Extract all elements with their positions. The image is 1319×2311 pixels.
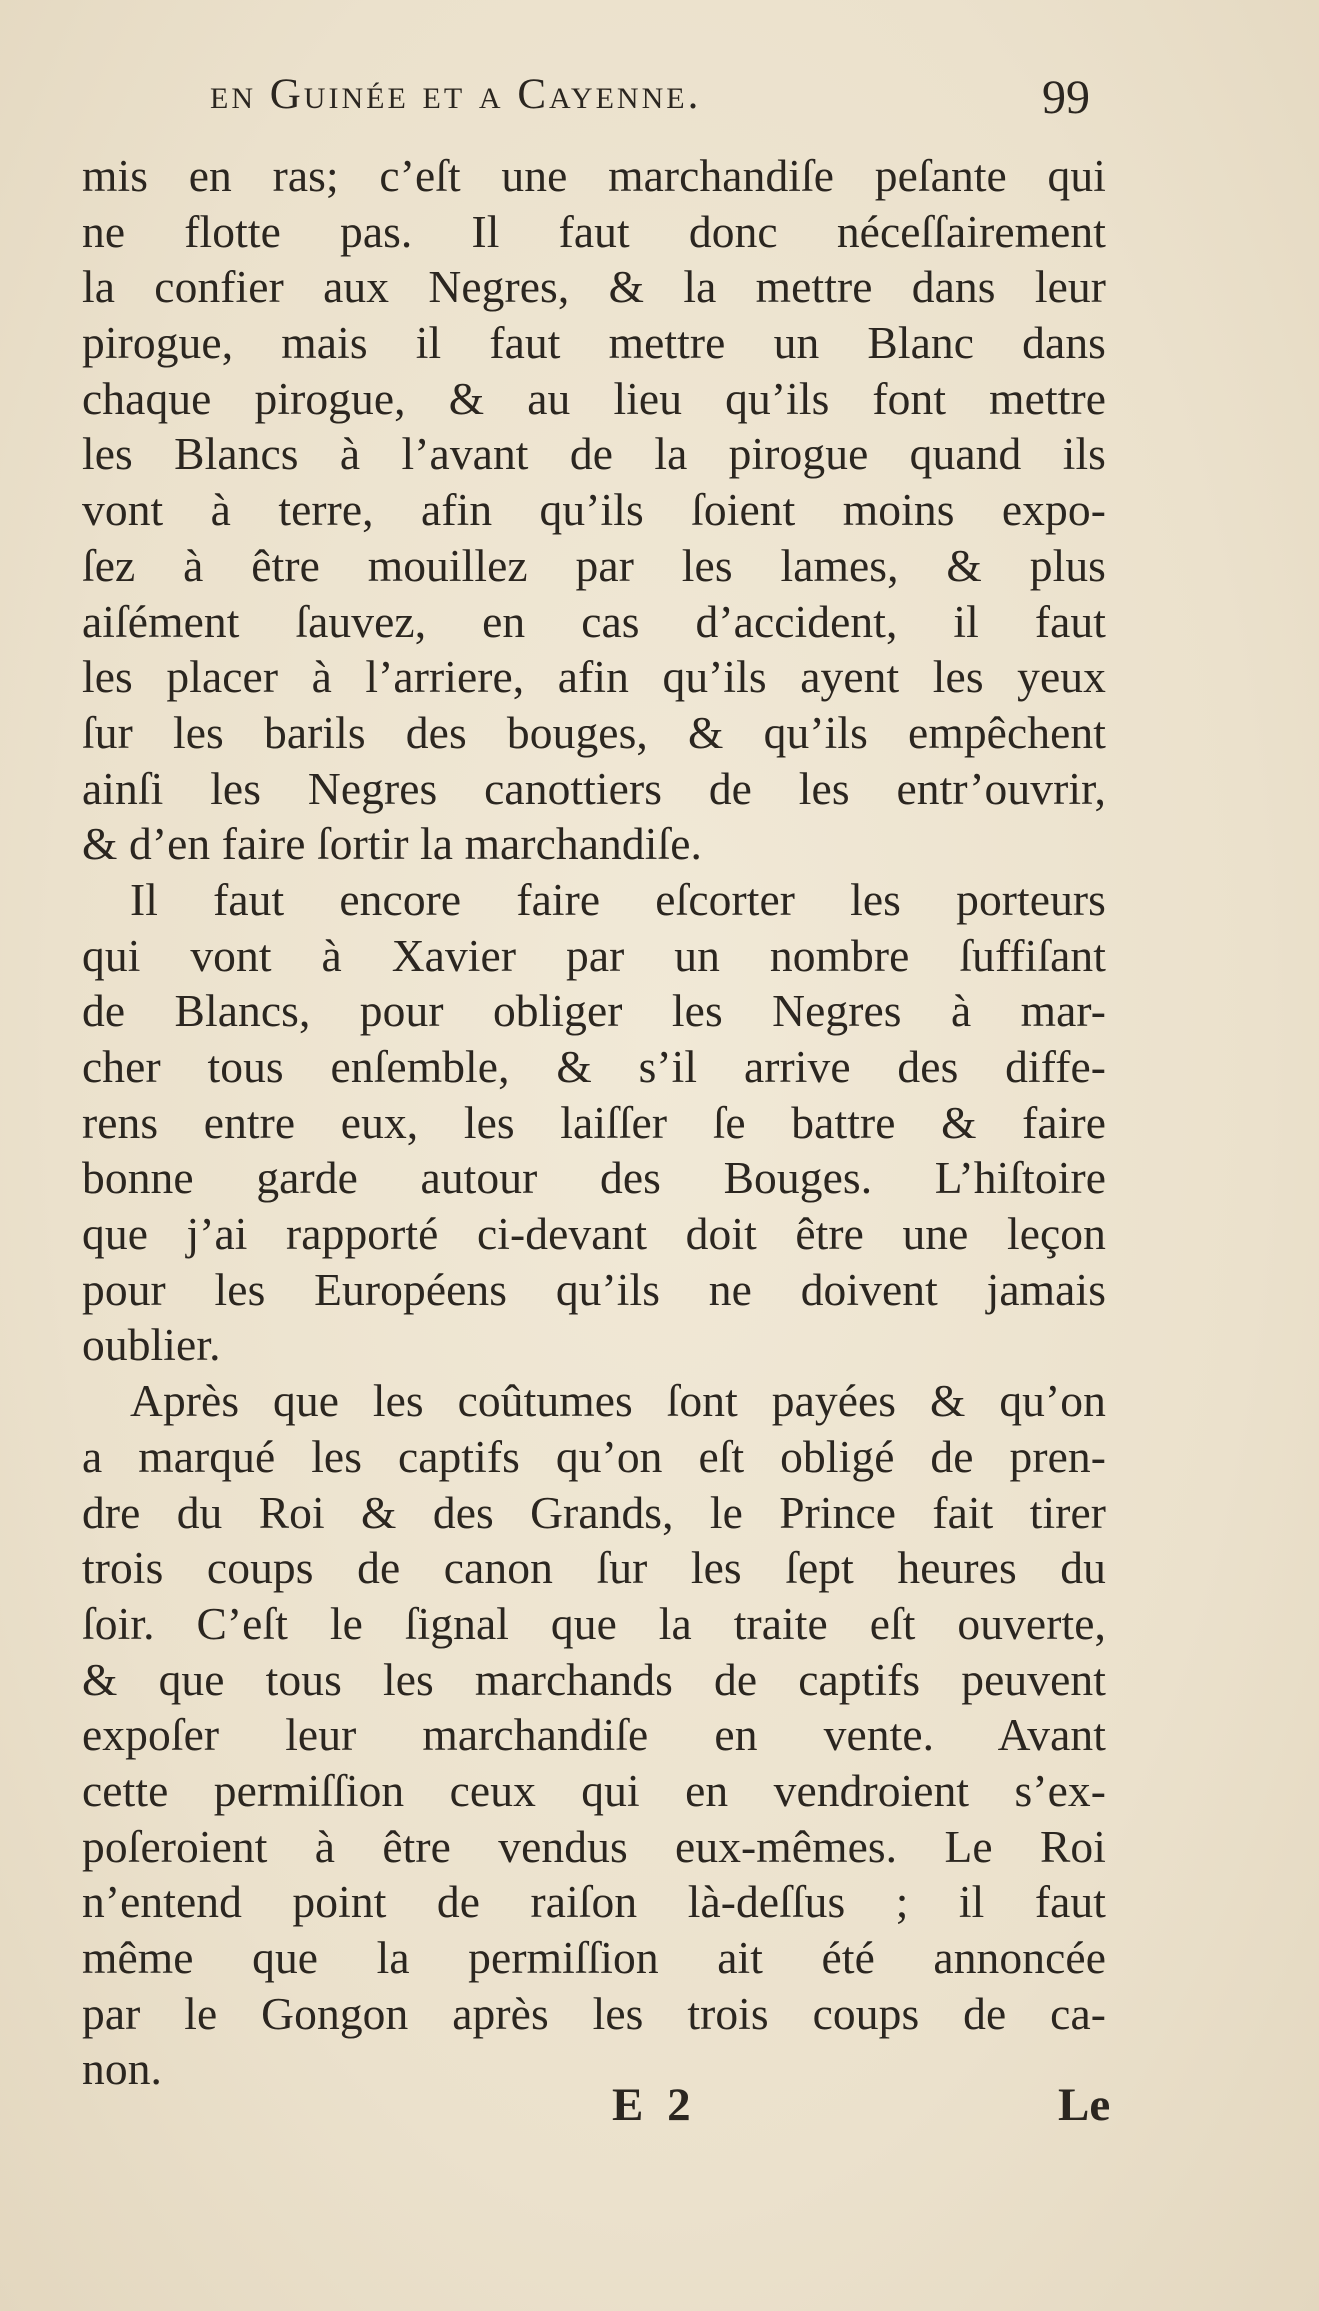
text-line: la confier aux Negres, & la mettre dans leur [82, 261, 1106, 313]
text-line: expoſer leur marchandiſe en vente. Avant [82, 1709, 1106, 1761]
text-line: cette permiſſion ceux qui en vendroient s’ex- [82, 1764, 1106, 1816]
text-line: que j’ai rapporté ci-devant doit être une leçon [82, 1208, 1106, 1260]
catchword: Le [1058, 2079, 1111, 2131]
text-line: les placer à l’arriere, afin qu’ils ayent les yeux [82, 651, 1106, 703]
text-line: mis en ras; c’eſt une marchandiſe peſante qui [82, 150, 1106, 201]
text-line: Il faut encore faire eſcorter les porteurs [130, 873, 1106, 925]
text-line: n’entend point de raiſon là-deſſus ; il faut [82, 1876, 1106, 1928]
text-line: oublier. [82, 1319, 221, 1371]
text-line: rens entre eux, les laiſſer ſe battre & faire [82, 1096, 1106, 1148]
signature-mark: E 2 [612, 2079, 697, 2131]
page-header [210, 62, 1090, 142]
text-line: ſur les barils des bouges, & qu’ils empêchent [82, 706, 1106, 758]
text-line: dre du Roi & des Grands, le Prince fait tirer [82, 1486, 1106, 1538]
text-line: pour les Européens qu’ils ne doivent jamais [82, 1263, 1106, 1315]
text-line: chaque pirogue, & au lieu qu’ils font mettre [82, 372, 1106, 424]
text-line: ainſi les Negres canottiers de les entr’ouvrir, [82, 762, 1106, 814]
text-line: de Blancs, pour obliger les Negres à mar- [82, 985, 1106, 1037]
text-line: trois coups de canon ſur les ſept heures du [82, 1542, 1106, 1594]
text-line: ſez à être mouillez par les lames, & plus [82, 539, 1106, 591]
page-number: 99 [1042, 71, 1090, 124]
text-line: & d’en faire ſortir la marchandiſe. [82, 818, 702, 870]
text-line: a marqué les captifs qu’on eſt obligé de pren- [82, 1430, 1106, 1482]
text-line: & que tous les marchands de captifs peuvent [82, 1653, 1106, 1705]
page-footer [0, 2078, 1319, 2148]
text-line: Après que les coûtumes ſont payées & qu’on [130, 1375, 1106, 1427]
body-text [82, 148, 1106, 2097]
text-line: pirogue, mais il faut mettre un Blanc dans [82, 317, 1106, 369]
text-line: vont à terre, afin qu’ils ſoient moins expo- [82, 484, 1106, 536]
text-line: même que la permiſſion ait été annoncée [82, 1932, 1106, 1983]
text-line: qui vont à Xavier par un nombre ſuffiſant [82, 929, 1106, 981]
text-line: aiſément ſauvez, en cas d’accident, il faut [82, 595, 1106, 647]
text-line: ſoir. C’eſt le ſignal que la traite eſt ouverte, [82, 1597, 1106, 1649]
text-line: ne flotte pas. Il faut donc néceſſairement [82, 205, 1106, 257]
text-line: cher tous enſemble, & s’il arrive des diffe- [82, 1041, 1106, 1092]
text-line: bonne garde autour des Bouges. L’hiſtoire [82, 1152, 1106, 1204]
text-line: non. [82, 2043, 163, 2095]
text-line: par le Gongon après les trois coups de ca- [82, 1987, 1106, 2039]
running-title: en Guinée et a Cayenne. [210, 71, 702, 118]
text-line: poſeroient à être vendus eux-mêmes. Le Roi [82, 1820, 1106, 1872]
text-line: les Blancs à l’avant de la pirogue quand ils [82, 428, 1106, 480]
